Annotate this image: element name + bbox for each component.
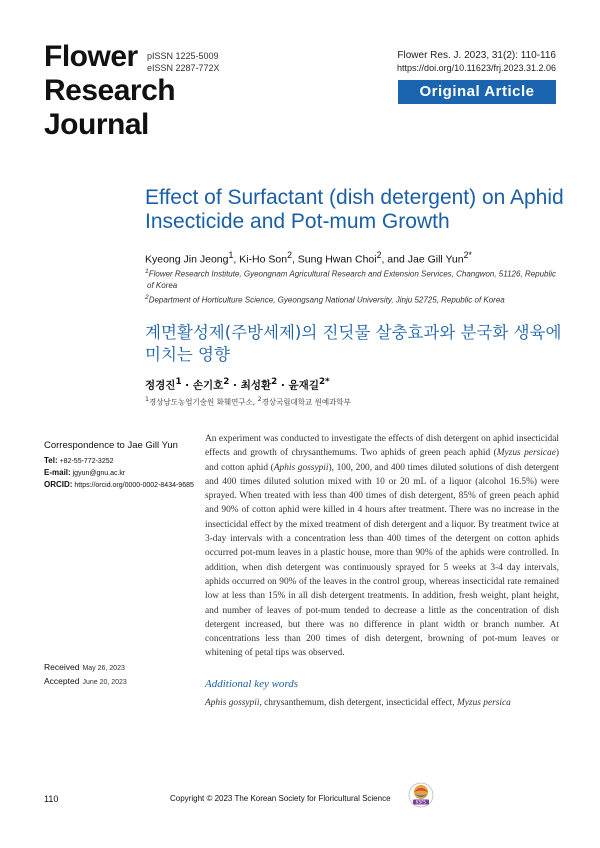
ko-author-sup: 2 — [271, 377, 278, 387]
title-line: Effect of Surfactant (dish detergent) on Aphid — [145, 186, 564, 209]
article-type-badge: Original Article — [398, 80, 556, 104]
author-name: Jae Gill Yun — [407, 253, 464, 266]
ko-author-sup: 1 — [175, 377, 182, 387]
ko-author-sup: 2* — [318, 377, 330, 387]
abstract — [205, 432, 559, 661]
email-label: E-mail: — [44, 468, 71, 477]
tel-label: Tel: — [44, 456, 58, 465]
accepted-line — [44, 675, 204, 689]
journal-name-line: Flower — [44, 40, 138, 73]
ko-affil-sup: 2 — [257, 396, 262, 403]
email-link[interactable]: jgyun@gnu.ac.kr — [72, 470, 126, 477]
page-number: 110 — [44, 794, 59, 804]
title-line: Insecticide and Pot-mum Growth — [145, 210, 450, 233]
society-logo-text: KSFS — [416, 799, 426, 805]
email-line — [44, 467, 204, 479]
tel-line — [44, 455, 204, 467]
affiliation — [145, 292, 565, 306]
korean-title — [145, 322, 565, 366]
journal-logo — [44, 40, 176, 142]
keyword-text: , chrysanthemum, dish detergent, insecticidal effect, — [259, 698, 457, 708]
journal-name-line: Research — [44, 74, 176, 107]
abstract-text: An experiment was conducted to investigate the effects of dish detergent on aphid insecticidal effects and growth of chrysanthemums. Two aphids of green peach aphid ( — [205, 434, 559, 459]
accepted-label: Accepted — [44, 676, 80, 686]
author-connector: and — [387, 253, 405, 266]
accepted-date: June 20, 2023 — [82, 679, 127, 686]
author-sup: 2 — [287, 250, 292, 260]
affiliation-sup: 1 — [145, 268, 149, 275]
ko-affil-text: 경상남도농업기술원 화훼연구소, — [148, 397, 258, 407]
author-sup: 2 — [376, 250, 382, 260]
affiliation-sup: 2 — [145, 293, 149, 301]
ko-author-sup: 2 — [223, 377, 230, 387]
affiliation-text-cont: of Korea — [147, 280, 178, 290]
copyright: Copyright © 2023 The Korean Society for Floricultural Science — [170, 794, 391, 803]
korean-author-list — [145, 377, 565, 393]
citation-block — [397, 50, 556, 74]
ko-author-name: 최성환 — [240, 379, 272, 392]
abstract-species: Myzus persicae — [496, 448, 556, 459]
ko-author-name: 정경진 — [145, 379, 176, 392]
affiliation-text: Flower Research Institute, Gyeongnam Agricultural Research and Extension Services, Changwon, 51126, Republic — [148, 269, 557, 279]
author-sup: 2* — [463, 250, 472, 260]
ko-affil-text: 경상국립대학교 원예과학부 — [261, 397, 351, 407]
ko-author-sep: · — [181, 379, 193, 392]
abstract-text: ) and cotton aphid ( — [205, 448, 559, 473]
society-emblem-icon — [408, 782, 434, 808]
dates-block — [44, 661, 204, 689]
tel-value: +82-55-772-3252 — [59, 458, 114, 465]
issn-block — [147, 50, 220, 74]
journal-name-line: Journal — [44, 108, 149, 141]
keywords — [205, 697, 559, 710]
received-label: Received — [44, 662, 80, 672]
author-name: Sung Hwan Choi — [297, 253, 377, 266]
pissn: pISSN 1225-5009 — [147, 51, 219, 61]
ko-author-sep: · — [277, 379, 289, 392]
received-line — [44, 661, 204, 675]
eissn: eISSN 2287-772X — [147, 63, 220, 73]
ko-author-sep: · — [229, 379, 241, 392]
ko-author-name: 손기호 — [192, 379, 224, 392]
received-date: May 26, 2023 — [82, 665, 125, 672]
citation: Flower Res. J. 2023, 31(2): 110-116 — [397, 50, 556, 61]
keywords-heading: Additional key words — [205, 678, 299, 690]
ko-affil-sup: 1 — [145, 396, 149, 403]
correspondence-heading: Correspondence to Jae Gill Yun — [44, 440, 178, 451]
korean-affiliations — [145, 396, 565, 408]
doi-link[interactable]: https://doi.org/10.11623/frj.2023.31.2.06 — [397, 63, 556, 73]
affiliation — [145, 266, 565, 291]
author-name: Kyeong Jin Jeong — [145, 253, 229, 266]
orcid-link[interactable]: https://orcid.org/0000-0002-8434-9685 — [74, 482, 194, 489]
ko-title-line: 계면활성제(주방세제)의 진딧물 살충효과와 분국화 생육에 — [145, 323, 562, 342]
affiliation-text: Department of Horticulture Science, Gyeongsang National University, Jinju 52725, Republic of Korea — [148, 295, 505, 305]
abstract-text: ), 100, 200, and 400 times diluted solutions of dish detergent and 400 times diluted solution mixed with 10 or 20 mL of a liquor (alcohol 16.5%) were sprayed. When treated with less than 400 times of dish detergent, 85% of green peach aphid and 90% of cotton aphid were killed in 4 hours after treatment. There was no increase in the insecticidal effect by the mixed treatment of dish detergent and a liquor. By treatment twice at 3-day intervals with a concentration less than 400 times of the detergent on cotton aphids occurred pot-mum leaves in a plastic house, more than 90% of the aphids were controlled. In addition, when dish detergent was continuously sprayed for 5 weeks at 3-4 day intervals, aphids occurred on 90% of the leaves in the control group, whereas insecticidal rate remained low at less than 15% in all dish detergent treatments. In addition, fresh weight, plant height, and number of leaves of pot-mum tended to decrease a little as the concentration of dish detergent increased, but there was no difference in plant width or branch number. At concentrations less than 200 times of dish detergent, browning of pot-mum leaves or whitening of petal tips was observed. — [205, 462, 559, 659]
author-list: Kyeong Jin Jeong$^1$, Ki-Ho Son$^2$, Sung Hwan Choi$^2$, and Jae Gill Yun$^{2*}$ — [145, 250, 472, 266]
ko-title-line: 미치는 영향 — [145, 345, 230, 364]
orcid-line — [44, 479, 204, 491]
keyword-species: Myzus persica — [456, 698, 511, 708]
keyword-species: Aphis gossypii — [205, 698, 260, 708]
ko-author-name: 윤재길 — [288, 379, 319, 392]
affiliation-list — [145, 266, 565, 306]
author-sup: 1 — [228, 250, 234, 260]
correspondence-block — [44, 440, 204, 491]
author-name: Ki-Ho Son — [239, 253, 288, 266]
abstract-species: Aphis gossypii — [273, 462, 329, 473]
article-title — [145, 186, 565, 234]
orcid-label: ORCID: — [44, 480, 73, 489]
